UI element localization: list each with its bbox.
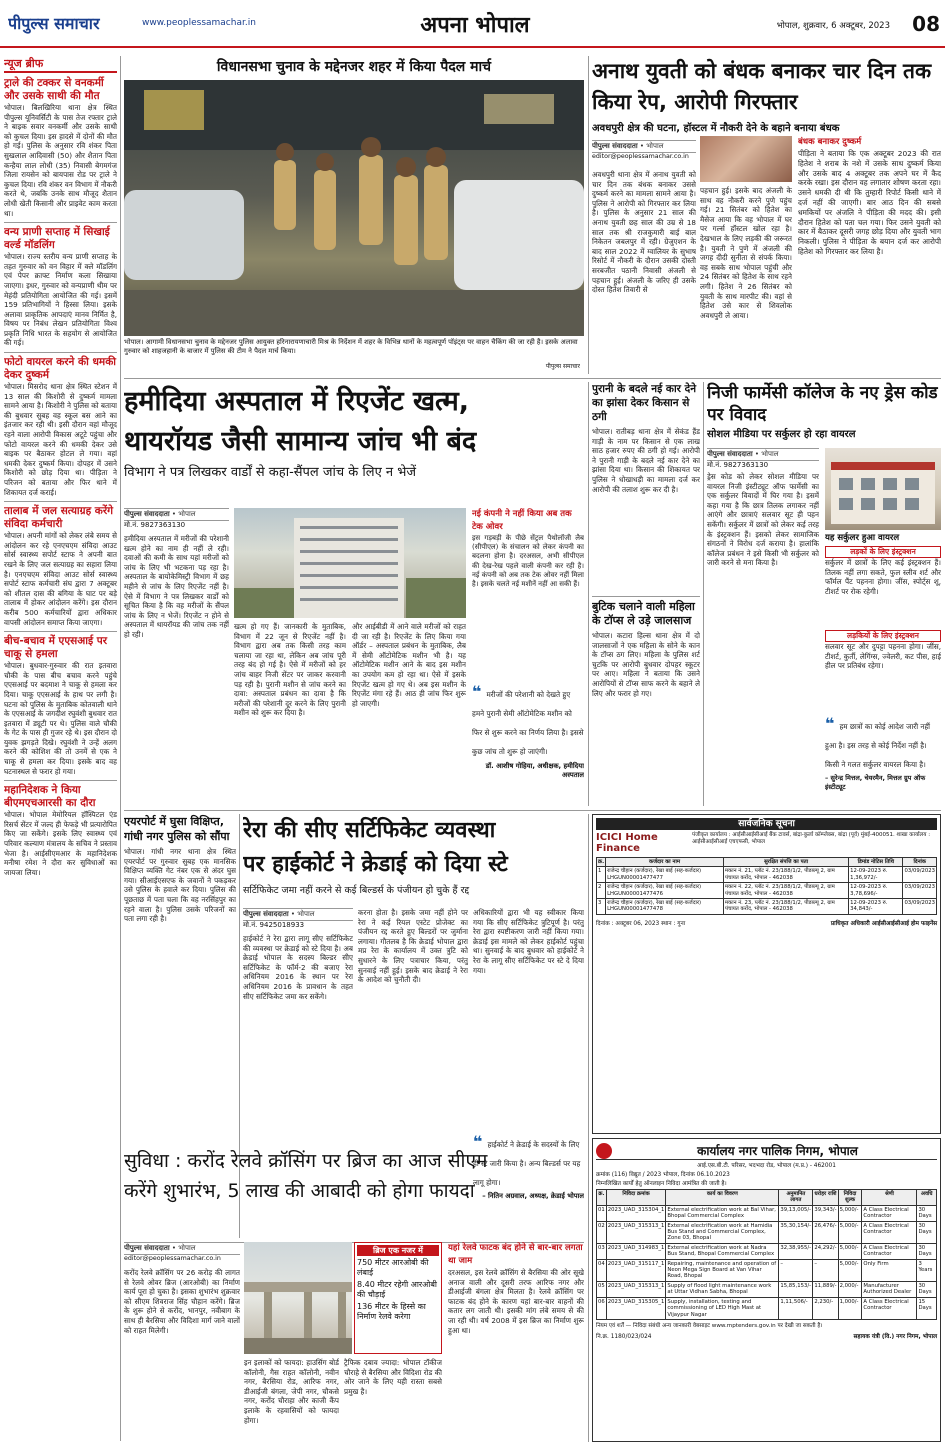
table-header: कार्य का विवरण: [666, 1190, 779, 1206]
boutique-story: [592, 596, 700, 806]
table-cell: A Class Electrical Contractor: [862, 1205, 917, 1221]
table-row: [597, 1259, 937, 1281]
hospital-story: [124, 382, 584, 806]
photo-credit: पीपुल्स समाचार: [545, 363, 580, 370]
table-header: डिमांड नोटिस तिथि: [849, 858, 903, 867]
table-row: [597, 867, 937, 883]
table-cell: 03/09/2023: [903, 867, 937, 883]
bridge-sidebar: [448, 1242, 584, 1442]
sidebar-headline: बंधक बनाकर दुष्कर्म: [798, 137, 862, 147]
byline-place: भोपाल: [297, 910, 315, 918]
byline-place: भोपाल: [178, 510, 196, 518]
brief-body: भोपाल। भोपाल मेमोरियल हॉस्पिटल एंड रिसर्च सेंटर में जल्द ही फेफड़े भी प्रत्यारोपित किए जा सकेंगे। इसके लिए स्वास्थ्य एवं परिवार कल्याण मंत्रालय के सचिव ने प्रस्ताव भेजा है। आईसीएमआर के महानिदेशक मनीषा रमेश ने दौरा कर सुविधाओं का जायजा लिया।: [4, 810, 117, 877]
table-cell: 06: [597, 1297, 607, 1319]
sidebar-headline: नई कंपनी ने नहीं किया अब तक टेक ओवर: [472, 509, 572, 532]
sidebar-body: दरअसल, इस रेलवे क्रॉसिंग से बैरसिया की ओर सूखे अनाज वाली और दूसरी तरफ आरिफ नगर और डीआईजी बंगला क्षेत्र मिलता है। रेलवे क्रॉसिंग पर फाटक बंद होने के कारण यहां बार-बार वाहनों की कतार लग जाती थी। इसकी मांग लंबे समय से की जा रही थी। वर्ष 2008 में इस ब्रिज का निर्माण शुरू हुआ था।: [448, 1268, 584, 1335]
info-headline: ब्रिज एक नजर में: [357, 1245, 439, 1256]
byline-mobile: मो.नं. 9827363130: [124, 521, 186, 529]
column-rule: [703, 382, 704, 806]
table-cell: 2023_UAD_314983_1: [606, 1243, 666, 1259]
table-cell: 2,230/-: [813, 1297, 838, 1319]
table-cell: 11,889/-: [813, 1281, 838, 1297]
tender-ad: [592, 1138, 941, 1442]
brief-item: [4, 501, 117, 627]
march-headline: विधानसभा चुनाव के मद्देनजर शहर में किया पैदल मार्च: [216, 59, 492, 75]
table-row: [597, 1205, 937, 1221]
table-cell: 04: [597, 1259, 607, 1281]
byline-name: पीपुल्स संवाददाता: [592, 142, 638, 150]
section-rule: [124, 378, 941, 379]
table-cell: राजेन्द्र चौहान (कर्जदार), रेखा बाई (सह-कर्जदार) LHGUN00001477476: [606, 883, 724, 899]
table-cell: Repairing, maintenance and operation of Neon Mega Sign Board at Van Vihar Road, Bhopal: [666, 1259, 779, 1281]
table-cell: 1: [597, 867, 606, 883]
building-image: [234, 508, 466, 618]
dateline: भोपाल, शुक्रवार, 6 अक्टूबर, 2023: [776, 21, 890, 31]
bridge-image: [244, 1242, 352, 1354]
public-notice-ad: [592, 814, 941, 1134]
quote-text: हम छात्रों का कोई आदेश जारी नहीं हुआ है। इस तरह से कोई निर्देश नहीं है। किसी ने गलत सर्कुलर वायरल किया है।: [825, 722, 931, 769]
table-cell: मकान नं. 22, प्लॉट नं. 23/188/1/2, पीडब्ल्यू 2, ग्राम पंचायत करोंद, भोपाल - 462038: [723, 883, 848, 899]
brief-body: भोपाल। राज्य स्तरीय वन्य प्राणी सप्ताह के तहत गुरुवार को वन विहार में क्ले मॉडलिंग एवं पेपर क्राफ्ट निर्माण कला सिखाया जाएगा। इधर, गुरुवार को वन्यप्राणी थीम पर मेहंदी प्रतियोगिता आयोजित की गई। इसमें 159 प्रतिभागियों ने हिस्सा लिया। इसके अलावा प्राकृतिक आपदाएं मानव निर्मित है, विषय पर निबंध लेखन प्रतियोगिता विश्व प्रकृति निधि भारत के सहयोग से आयोजित की गई।: [4, 252, 117, 348]
table-header: अनुमानित लागत: [779, 1190, 813, 1206]
table-cell: 5,000/-: [838, 1221, 862, 1243]
brief-item: [4, 77, 117, 218]
table-cell: 24,292/-: [813, 1243, 838, 1259]
sidebar-headline: यहां रेलवे फाटक बंद होने से बार-बार लगता था जाम: [448, 1243, 583, 1266]
info-item: 8.40 मीटर रहेगी आरओबी की चौड़ाई: [357, 1280, 437, 1299]
table-cell: राजेन्द्र चौहान (कर्जदार), रेखा बाई (सह-कर्जदार) LHGUN00001477478: [606, 899, 724, 915]
table-cell: 3 Years: [917, 1259, 937, 1281]
farmer-story: [592, 382, 700, 592]
table-cell: 5,000/-: [838, 1259, 862, 1281]
brief-item: [4, 631, 117, 776]
notice-footer: दिनांक : अक्टूबर 06, 2023 स्थान : गुना: [596, 920, 686, 927]
paper-logo: पीपुल्स समाचार: [8, 14, 100, 33]
table-cell: 15,85,153/-: [779, 1281, 813, 1297]
bridge-body-col3: ट्रैफिक दबाव ज्यादा: भोपाल टॉकीज चौराहे से बैरसिया और विदिशा रोड की ओर जाने के लिए यही रास्ता सबसे प्रमुख है।: [344, 1358, 442, 1396]
table-header: दिनांक: [903, 858, 937, 867]
brief-body: भोपाल। बुधवार-गुरुवार की रात इतवारा चौकी के पास बीच बचाव करने पहुंचे एएसआई पर बदमाश ने चाकू से हमला कर दिया। चाकू एएसआई के हाथ पर लगी है। घटना को पुलिस के मुताबिक कोतवाली थाने के एएसआई के जगदीश रघुवंशी बुधवार रात इतवारा में ड्यूटी पर थे। पुलिस वाले चौकी के गेट के पास ही गुजर रहे थे। इस दौरान दो युवक झगड़ते दिखे। रघुवंशी ने उन्हें अलग करने की कोशिश की तो उनमें से एक ने चाकू से हमला कर दिया। इसके बाद वह घटनास्थल से फरार हो गया।: [4, 661, 117, 776]
airport-headline: एयरपोर्ट में घुसा विक्षिप्त, गांधी नगर पुलिस को सौंपा: [124, 815, 230, 843]
byline-name: पीपुल्स संवाददाता: [124, 510, 170, 518]
bridge-headline-2: करेंगे शुभारंभ, 5 लाख की आबादी को होगा फायदा: [124, 1180, 475, 1202]
march-caption: भोपाल। आगामी विधानसभा चुनाव के मद्देनजर पुलिस आयुक्त हरिनारायणाचारी मिश्र के निर्देशन में शहर के विभिन्न थानों के महत्वपूर्ण पॉइंट्स पर वाहन चैकिंग की जा रही है। इसके अलावा गुरुवार को शाहजहानी के बाजार में पुलिस की टीम ने पैदल मार्च किया।: [124, 338, 584, 372]
tender-title: कार्यालय नगर पालिक निगम, भोपाल: [697, 1144, 858, 1158]
hospital-subhead: विभाग ने पत्र लिखकर वार्डों से कहा-सैंपल जांच के लिए न भेजें: [124, 465, 417, 480]
column-rule: [588, 382, 589, 806]
table-cell: 12-09-2023 रु. 34,843/-: [849, 899, 903, 915]
byline-name: पीपुल्स संवाददाता: [707, 450, 753, 458]
table-row: [597, 899, 937, 915]
table-cell: –: [779, 1259, 813, 1281]
icici-logo: ICICI Home Finance: [596, 832, 658, 854]
section-rule: [124, 810, 941, 811]
hospital-sidebar: [472, 508, 584, 680]
table-cell: 03/09/2023: [903, 899, 937, 915]
rera-body-col3: अधिकारियों द्वारा भी यह स्वीकार किया गया कि सीए सर्टिफिकेट त्रुटिपूर्ण है। परंतु रेरा द्वारा स्पष्टीकरण जारी नहीं किया गया। क्रेडाई इस मामले को लेकर हाईकोर्ट पहुंचा था। सुनवाई के बाद बुधवार को हाईकोर्ट ने रेरा के लागू सीए सर्टिफिकेट पर स्टे दे दिया गया।: [473, 908, 584, 975]
rera-headline-2: पर हाईकोर्ट ने क्रेडाई को दिया स्टे: [243, 852, 508, 877]
table-cell: 2023_UAD_315305_1: [606, 1297, 666, 1319]
brief-item: [4, 780, 117, 877]
notice-intro: पंजीकृत कार्यालय : आईसीआईसीआई बैंक टावर्स, बांद्रा-कुर्ला कॉम्प्लेक्स, बांद्रा (पूर्व) मुंबई-400051. शाखा कार्यालय : आईसीआईसीआई एचएफसी, भोपाल: [692, 832, 931, 845]
table-cell: मकान नं. 21, प्लॉट नं. 23/188/1/2, पीडब्ल्यू 2, ग्राम पंचायत करोंद, भोपाल - 462038: [723, 867, 848, 883]
police-march-image: [124, 80, 584, 336]
hospital-headline-2: थायरॉयड जैसी सामान्य जांच भी बंद: [124, 426, 477, 457]
bridge-info-box: [354, 1242, 442, 1354]
byline-mobile: मो.नं. 9827363130: [707, 461, 769, 469]
hospital-body-col2: खत्म हो गए हैं। जानकारी के मुताबिक, विभाग में 22 जून से रिएजेंट नहीं है। विभाग द्वारा अब तक किसी तरह काम चलाया जा रहा था, लेकिन अब जांच पूरी तरह बंद हो गई है। ऐसे में मरीजों को हर जांच बाहर निजी सेंटर पर जाकर करवानी पड़ रही है। पुरानी मशीन से जांच करने का दावा: अस्पताल प्रबंधन का दावा है कि मरीजों की परेशानी दूर करने के लिए पुरानी मशीन को शुरू कर दिया है।: [234, 622, 346, 718]
girls-instructions-box: [825, 630, 941, 710]
table-cell: A Class Electrical Contractor: [862, 1243, 917, 1259]
table-cell: राजेन्द्र चौहान (कर्जदार), रेखा बाई (सह-कर्जदार) LHGUN00001477477: [606, 867, 724, 883]
column-rule: [588, 56, 589, 374]
table-cell: 2023_UAD_315304_1: [606, 1205, 666, 1221]
quote-attribution: – नितिन अग्रवाल, अध्यक्ष, क्रेडाई भोपाल: [482, 1192, 584, 1200]
dress-headline: निजी फार्मेसी कॉलेज के नए ड्रेस कोड पर विवाद: [707, 383, 938, 425]
boys-instructions-box: [825, 546, 941, 626]
dress-subhead: सोशल मीडिया पर सर्कुलर हो रहा वायरल: [707, 429, 856, 440]
hospital-body-col3: और आईबीडी में आने वाले मरीजों को राहत दी जा रही है। रिएजेंट के लिए किया गया ऑर्डर – अस्पताल प्रबंधन के मुताबिक, लैब में सेमी ऑटोमेटिक मशीन भी है। यह ऑटोमेटिक मशीन आने के बाद इस मशीन का उपयोग कम हो रहा था। ऐसे में इसके रिएजेंट खत्म हो गए थे। अब इस मशीन के रिएजेंट मंगा रहे हैं। आठ ही जांच फिर शुरू हो जाएगी।: [352, 622, 466, 708]
hospital-body-col1: हमीदिया अस्पताल में मरीजों की परेशानी खत्म होने का नाम ही नहीं ले रही। दवाओं की कमी के साथ यहां मरीजों को जांच के लिए भी भटकना पड़ रहा है। अस्पताल के बायोकेमिस्ट्री विभाग में छह महीने से जांच के लिए रिएजेंट नहीं है। ऐसे में विभाग ने पत्र लिखकर वार्डों को सूचित किया है कि वह मरीजों के सैंपल जांच के लिए न भेजें। रिएजेंट न होने से अस्पताल में थायरॉयड की जांच तक नहीं हो रही।: [124, 534, 229, 639]
byline-name: पीपुल्स संवाददाता: [124, 1244, 170, 1252]
byline-mobile: मो.नं. 9425018933: [243, 921, 305, 929]
circular-photo: [825, 448, 941, 530]
table-cell: A Class Electrical Contractor: [862, 1297, 917, 1319]
table-cell: 15 Days: [917, 1297, 937, 1319]
tender-ref-2: नि.क्र. 1180/023/024: [596, 1333, 652, 1340]
table-cell: 2023_UAD_315313_1: [606, 1281, 666, 1297]
news-brief-column: [4, 56, 117, 1441]
website-url: www.peoplessamachar.in: [142, 18, 256, 28]
table-cell: 1,11,506/-: [779, 1297, 813, 1319]
table-cell: 2023_UAD_315117_1: [606, 1259, 666, 1281]
table-cell: 2,000/-: [838, 1281, 862, 1297]
brief-item: [4, 222, 117, 348]
bridge-body-col1: करोंद रेलवे क्रॉसिंग पर 26 करोड़ की लागत से रेलवे ओवर ब्रिज (आरओबी) का निर्माण कार्य पूरा हो चुका है। इसका शुभारंभ शुक्रवार को सीएम शिवराज सिंह चौहान करेंगे। ब्रिज के शुरू होने से करोंद, भानपुर, नवीबाग के साथ ही बैरसिया और विदिशा मार्ग जाने वालों को राहत मिलेगी।: [124, 1268, 240, 1335]
brief-headline: वन्य प्राणी सप्ताह में सिखाई वर्ल्ड मॉडलिंग: [4, 226, 110, 252]
nagar-nigam-emblem-icon: [596, 1143, 612, 1159]
brief-headline: तालाब में जल सत्याग्रह करेंगे संविदा कर्मचारी: [4, 505, 114, 531]
table-cell: 12-09-2023 रु. 3,78,696/-: [849, 883, 903, 899]
table-row: [597, 1281, 937, 1297]
rera-body-col2: करना होता है। इसके जमा नहीं होने पर रेरा ने कई रियल एस्टेट प्रोजेक्ट का पंजीयन रद्द करते हुए बिल्डरों पर जुर्माना लगाया। गौतलब है कि क्रेडाई भोपाल द्वारा मप्र रेरा के कार्यालय में उक्त त्रुटि को सुधारने के लिए पत्राचार किया, परंतु सुनवाई नहीं हुई। इसके बाद क्रेडाई ने रेरा के आदेश को चुनौती दी।: [358, 908, 468, 985]
table-cell: 03/09/2023: [903, 883, 937, 899]
byline-email: editor@peoplessamachar.co.in: [592, 153, 689, 160]
table-row: [597, 1243, 937, 1259]
table-header: निविदा शुल्क: [838, 1190, 862, 1206]
table-cell: 12-09-2023 रु. 1,36,972/-: [849, 867, 903, 883]
byline-place: भोपाल: [646, 142, 664, 150]
table-cell: 2: [597, 883, 606, 899]
lead-body-col1: अवधपुरी थाना क्षेत्र में अनाथ युवती को चार दिन तक बंधक बनाकर उससे दुष्कर्म करने का मामला सामने आया है। पुलिस ने आरोपी को गिरफ्तार कर लिया है। पुलिस के अनुसार 21 साल की अनाथ युवती छह साल की उम्र से 18 साल तक श्री राजकुमारी बाई बाल निकेतन जबलपुर में रही। ग्रेजुएशन के बाद साल 2022 में ग्वालियर के सुभाष रिसोर्ट में नौकरी के दौरान उसकी दोस्ती सरबजीत पठानी निवासी अंजली से पहचान हुई। अंजली के जरिए ही उसके दोस्त हितेश तिवारी से: [592, 170, 696, 295]
bridge-story: [124, 1146, 584, 1442]
notice-title: सार्वजनिक सूचना: [596, 818, 937, 830]
brief-body: भोपाल। बिलखिरिया थाना क्षेत्र स्थित पीपुल्स यूनिवर्सिटी के पास तेज रफ्तार ट्राले ने बाइक सवार वनकर्मी और उसके साथी को कुचल दिया। इस हादसे में दोनों की मौत हो गई। पुलिस के अनुसार रवि शंकर पिता सुखलाल आदिवासी (50) और शैतान पिता कन्हैया लाल लोधी (35) निवासी बेगमगंज जिला रायसेन को बायपास रोड पर ट्राले ने कुचल दिया। रवि शंकर वन विभाग में नौकरी करते थे, जबकि उनके साथ मौजूद शैतान लोधी खेती किसानी और प्राइवेट काम करता था।: [4, 103, 117, 218]
dress-body: ड्रेस कोड को लेकर सोशल मीडिया पर वायरल निजी इंस्टीट्यूट ऑफ फार्मेसी का एक सर्कुलर विवादों में घिर गया है। इसमें कहा गया है कि छात्र तिलक लगाकर नहीं आएंगे और छात्राएं सलवार सूट ही पहन सकेंगी। सर्कुलर में छात्रों को लेकर कई तरह के इंस्ट्रक्शन हैं। इसको लेकर सामाजिक संगठनों ने विरोध दर्ज कराया है। हालांकि कॉलेज प्रबंधन ने इसे किसी भी सर्कुलर को जारी करने से मना किया है।: [707, 472, 819, 568]
tender-intro: निम्नलिखित कार्यों हेतु ऑनलाइन निविदा आमंत्रित की जाती है।: [596, 1181, 727, 1187]
masthead: [0, 0, 945, 48]
bridge-body-col2: इन इलाकों को फायदा: हाउसिंग बोर्ड कॉलोनी, गैस राहत कॉलोनी, नवीन नगर, बैरसिया रोड, आरिफ नगर, डीआईजी बंगला, जेपी नगर, चौकसे नगर, करोंद चौराहा और काजी कैंप इलाके के रहवासियों को फायदा होगा।: [244, 1358, 339, 1425]
table-cell: 2023_UAD_315313_1: [606, 1221, 666, 1243]
hands-image: [700, 136, 792, 182]
table-header: क्र.: [597, 1190, 607, 1206]
table-header: अवधि: [917, 1190, 937, 1206]
table-cell: 03: [597, 1243, 607, 1259]
brief-body: भोपाल। मिसरोद थाना क्षेत्र स्थित स्टेशन में 13 साल की किशोरी से दुष्कर्म मामला सामने आया है। किशोरी ने पुलिस को बताया की बुधवार सुबह वह स्कूल बस आने का इंतजार कर रही थी। इसी दौरान वहां मौजूद रहने वाला आरोपी विकास अटूटे पहुंचा और फोटो वायरल करने की धमकी देकर उसे बाइक पर बैठाकर होटल ले गया। वहां धमकी देकर दुष्कर्म किया। दोपहर में उसने किशोरी को छोड़ दिया था। पीड़िता ने परिजन को बताया और फिर थाने में शिकायत दर्ज कराई।: [4, 382, 117, 497]
table-cell: External electrification work at Bal Vihar, Bhopal Commercial Complex: [666, 1205, 779, 1221]
brief-body: भोपाल। अपनी मांगों को लेकर लंबे समय से आंदोलन कर रहे एनएचएम संविदा आउट सोर्स स्वास्थ्य सपोर्ट स्टाफ ने अपनी बात रखने के लिए जल सत्याग्रह का सहारा लिया है। एनएचएम संविदा आउट सोर्स स्वास्थ्य सपोर्ट स्टाफ कर्मचारी संघ द्वारा 7 अक्टूबर को शीतल दास की बगिया के घाट पर बड़े तालाब में होकर आंदोलन करेंगे। इस दौरान करीब 500 कर्मचारियों द्वारा अधिकार वापसी आंदोलन समाप्त किया जाएगा।: [4, 531, 117, 627]
section-title: अपना भोपाल: [420, 13, 530, 38]
hospital-building-photo: [234, 508, 466, 618]
boutique-body: भोपाल। कटारा हिल्स थाना क्षेत्र में दो जालसाजों ने एक महिला के सोने के कान के टॉप्स ठग लिए। महिला के पुलिस शर्ट चुटकि पर आरोपी बुधवार दोपहर स्कूटर पर आए। महिला ने बताया कि उसने आरोपियों से टॉप्स साफ करने के बहाने ले लिए और फरार हो गए।: [592, 631, 700, 698]
sidebar-body: इस गड़बड़ी के पीछे सेंट्रल पैथोलॉजी लैब (सीपीएल) के संचालन को लेकर कंपनी का बदलना होना है। दरअसल, अभी सीपीएल की देख-रेख पहले वाली कंपनी कर रही है। नई कंपनी को अब तक टेक ओवर नहीं मिला है। इसके चलते नई मशीनें नहीं आ सकी हैं।: [472, 534, 584, 589]
box-headline: लड़कों के लिए इंस्ट्रक्शन: [825, 546, 941, 558]
quote-attribution: डॉ. आशीष गोहिया, अधीक्षक, हमीदिया अस्पताल: [485, 762, 584, 779]
table-cell: –: [813, 1259, 838, 1281]
brief-headline: बीच-बचाव में एएसआई पर चाकू से हमला: [4, 635, 108, 661]
brief-item: [4, 352, 117, 497]
bridge-headline-1: सुविधा : करोंद रेलवे क्रॉसिंग पर ब्रिज का आज सीएम: [124, 1150, 488, 1172]
table-cell: मकान नं. 23, प्लॉट नं. 23/188/1/2, पीडब्ल्यू 2, ग्राम पंचायत करोंद, भोपाल - 462038: [723, 899, 848, 915]
table-cell: 30 Days: [917, 1221, 937, 1243]
table-cell: Manufacturer Authorized Dealer: [862, 1281, 917, 1297]
table-cell: External electrification work at Nadra Bus Stand, Bhopal Commercial Complex: [666, 1243, 779, 1259]
tender-signature: सहायक यंत्री (वि.) नगर निगम, भोपाल: [853, 1333, 937, 1340]
table-cell: 5,000/-: [838, 1205, 862, 1221]
march-photo: [124, 80, 584, 336]
byline-name: पीपुल्स संवाददाता: [243, 910, 289, 918]
table-cell: 5,000/-: [838, 1243, 862, 1259]
lead-subhead: अवधपुरी क्षेत्र की घटना, हॉस्टल में नौकरी देने के बहाने बनाया बंधक: [592, 123, 840, 134]
lead-body-col2: पहचान हुई। इसके बाद अंजली के साथ वह नौकरी करने पुणे पहुंच गई। 21 सितंबर को हितेश का मैसेज आया कि वह भोपाल में घर पर गर्ल्स हॉस्टल खोल रहा है। देखभाल के लिए लड़की की जरूरत है। युवती ने पुणे में अंजली की जगह दीदी सुनीता से संपर्क किया। वह सबके साथ भोपाल पहुंची और 24 सितंबर को हितेश के साथ रहने लगी। हितेश ने 26 सितंबर को युवती के साथ मारपीट की। वहां से हितेश उसे कार से शिवलोक अवधपुरी ले आया।: [700, 186, 792, 320]
table-cell: 02: [597, 1221, 607, 1243]
byline-place: भोपाल: [761, 450, 779, 458]
rera-byline: पीपुल्स संवाददाता • भोपाल मो.नं. 9425018933: [243, 908, 353, 930]
circular-caption: यह सर्कुलर हुआ वायरल: [825, 533, 900, 543]
quote-icon: ❝: [473, 1132, 483, 1151]
table-cell: 30 Days: [917, 1281, 937, 1297]
table-header: निविदा क्रमांक: [606, 1190, 666, 1206]
bridge-byline: पीपुल्स संवाददाता • भोपाल editor@peoplessamachar.co.in: [124, 1242, 240, 1266]
column-rule: [120, 56, 121, 1441]
column-rule: [588, 814, 589, 1442]
table-cell: 01: [597, 1205, 607, 1221]
airport-body: भोपाल। गांधी नगर थाना क्षेत्र स्थित एयरपोर्ट पर गुरुवार सुबह एक मानसिक विक्षिप्त व्यक्ति गेट नंबर एक से अंदर घुस गया। सीआईएसएफ के जवानों ने पकड़कर उसे पुलिस के हवाले कर दिया। पुलिस की पूछताछ में पता चला कि वह नरसिंहपुर का रहने वाला है। पुलिस उसके परिजनों का पता लगा रही है।: [124, 847, 236, 924]
farmer-headline: पुरानी के बदले नई कार देने का झांसा देकर किसान से ठगी: [592, 383, 697, 423]
table-header: श्रेणी: [862, 1190, 917, 1206]
sidebar-body: पीड़िता ने बताया कि एक अक्टूबर 2023 की रात हितेश ने शराब के नशे में उसके साथ दुष्कर्म किया और उसके बाद 4 अक्टूबर तक अपने घर में कैद करके रखा। इस दौरान वह लगातार शोषण करता रहा। उसने धमकी दी थी कि तुम्हारी रिपोर्ट किसी थाने में दर्ज नहीं की जाएगी। बार आठ दिन की सबसे धमकियों पर अंजलि ने पीड़िता की मदद की। इसी दौरान हितेश को पता चल गया। फिर उसने युवती को कार में बैठाकर दूसरी जगह छोड़ दिया और युवती भाग निकली। पुलिस ने पीड़िता के बयान दर्ज कर आरोपी हितेश को गिरफ्तार कर लिया है।: [798, 149, 941, 256]
page-number: 08: [912, 12, 940, 36]
byline-email: editor@peoplessamachar.co.in: [124, 1255, 221, 1262]
dress-code-story: [707, 382, 941, 806]
rera-headline-1: रेरा की सीए सर्टिफिकेट व्यवस्था: [243, 818, 496, 843]
table-row: [597, 883, 937, 899]
notice-table: [596, 857, 937, 915]
info-item: 750 मीटर आरओबी की लंबाई: [357, 1258, 429, 1277]
table-row: [597, 1221, 937, 1243]
lead-photo: [700, 136, 792, 182]
table-header: क्र.: [598, 859, 605, 865]
table-header: कर्जदार का नाम: [606, 858, 724, 867]
box-headline: लड़कियों के लिए इंस्ट्रक्शन: [825, 630, 941, 642]
lead-byline: पीपुल्स संवाददाता • भोपाल editor@peoplessamachar.co.in: [592, 140, 696, 166]
table-cell: External electrification work at Hamidia Bus Stand and Commercial Complex, Zone 03, Bhopal: [666, 1221, 779, 1243]
table-cell: 39,13,005/-: [779, 1205, 813, 1221]
quote-text: मरीजों की परेशानी को देखते हुए हमने पुरानी सेमी ऑटोमेटिक मशीन को फिर से शुरू करने का निर्णय लिया है। इससे कुछ जांच तो शुरू हो जाएंगी।: [472, 690, 584, 756]
dress-byline: पीपुल्स संवाददाता • भोपाल मो.नं. 9827363130: [707, 448, 819, 470]
hospital-headline-1: हमीदिया अस्पताल में रिएजेंट खत्म,: [124, 386, 470, 417]
table-cell: 1,000/-: [838, 1297, 862, 1319]
table-cell: 30 Days: [917, 1205, 937, 1221]
quote-icon: ❝: [472, 682, 482, 701]
news-brief-label: न्यूज ब्रीफ: [4, 56, 117, 73]
bridge-photo: [244, 1242, 352, 1354]
quote-attribution: – सुरेन्द्र मित्तल, चेयरमैन, मित्तल ग्रुप ऑफ इंस्टीट्यूट: [825, 774, 926, 791]
brief-headline: ट्राले की टक्कर से वनकर्मी और उसके साथी की मौत: [4, 77, 104, 102]
quote-icon: ❝: [825, 714, 835, 733]
table-cell: 32,38,955/-: [779, 1243, 813, 1259]
table-cell: 3: [597, 899, 606, 915]
dress-quote: [825, 714, 941, 806]
lead-story: [592, 56, 941, 374]
table-cell: 05: [597, 1281, 607, 1297]
march-story: [124, 56, 584, 374]
table-cell: Supply of flood light maintenance work at Uttar Vidhan Sabha, Bhopal: [666, 1281, 779, 1297]
table-cell: 30 Days: [917, 1243, 937, 1259]
brief-headline: फोटो वायरल करने की धमकी देकर दुष्कर्म: [4, 356, 116, 382]
brief-headline: महानिदेशक ने किया बीएमएचआरसी का दौरा: [4, 784, 96, 810]
table-row: [597, 1297, 937, 1319]
lead-headline: अनाथ युवती को बंधक बनाकर चार दिन तक किया रेप, आरोपी गिरफ्तार: [592, 59, 932, 114]
table-header: सुरक्षित संपत्ति का पता: [723, 858, 848, 867]
table-cell: 39,343/-: [813, 1205, 838, 1221]
box-body: सर्कुलर में छात्रों के लिए कई इंस्ट्रक्शन हैं। तिलक नहीं लगा सकते, फुल स्लीव शर्ट और फॉर्मल पैंट पहनना होगा। जींस, स्पोर्ट्स शू, टीशर्ट पर रोक रहेगी।: [825, 558, 941, 596]
quote-text: हाईकोर्ट ने क्रेडाई के सदस्यों के लिए ही स्टे जारी किया है। अन्य बिल्डर्स पर यह लागू होगा।: [473, 1140, 581, 1187]
notice-signature: प्राधिकृत अधिकारी आईसीआईसीआई होम फाइनेंस: [830, 920, 937, 927]
box-body: सलवार सूट और दुपट्टा पहनना होगा। जींस, टीशर्ट, कुर्ती, लेगिंग्स, ज्वेलरी, कट पीस, हाई हील पर प्रतिबंध रहेगा।: [825, 642, 941, 671]
farmer-body: भोपाल। रातीबड़ थाना क्षेत्र में सेकंड हैंड गाड़ी के नाम पर किसान से एक लाख साठ हजार रुपए की ठगी हो गई। आरोपी ने पुरानी गाड़ी के बदले नई कार देने का झांसा दिया था। किसान की शिकायत पर पुलिस ने धोखाधड़ी का मामला दर्ज कर आरोपी की तलाश शुरू कर दी है।: [592, 427, 700, 494]
tender-footer: नियम एवं शर्तें — निविदा संबंधी अन्य जानकारी वेबसाइट www.mptenders.gov.in पर देखी जा सकती है।: [596, 1322, 823, 1329]
college-building-image: [825, 448, 941, 530]
rera-body-col1: हाईकोर्ट ने रेरा द्वारा लागू सीए सर्टिफिकेट की व्यवस्था पर क्रेडाई को स्टे दिया है। अब क्रेडाई भोपाल के सदस्य बिल्डर सीए सर्टिफिकेट के फॉर्म-2 की बजाए रेरा अधिनियम 2016 के स्थान पर रेरा अधिनियम 2016 के प्रावधान के तहत सीए सर्टिफिकेट जमा कर सकेंगे।: [243, 934, 353, 1001]
table-cell: A Class Electrical Contractor: [862, 1221, 917, 1243]
tender-table: [596, 1189, 937, 1320]
tender-subtitle: आई.एस.बी.टी. परिसर, भदभदा रोड, भोपाल (म.प्र.) - 462001: [697, 1163, 836, 1169]
lead-sidebar: [798, 136, 941, 370]
info-item: 136 मीटर के हिस्से का निर्माण रेलवे करेगा: [357, 1302, 426, 1321]
byline-place: भोपाल: [178, 1244, 196, 1252]
hospital-byline: पीपुल्स संवाददाता • भोपाल मो.नं. 9827363130: [124, 508, 229, 532]
table-header: धरोहर राशि: [813, 1190, 838, 1206]
table-cell: Supply, installation, testing and commissioning of LED High Mast at Vijaypur Nagar: [666, 1297, 779, 1319]
hospital-quote: [472, 682, 584, 806]
table-cell: 26,476/-: [813, 1221, 838, 1243]
boutique-headline: बुटिक चलाने वाली महिला के टॉप्स ले उड़े जालसाज: [592, 600, 695, 627]
table-cell: Only Firm: [862, 1259, 917, 1281]
rera-subhead: सर्टिफिकेट जमा नहीं करने से कई बिल्डर्स के पंजीयन हो चुके हैं रद्द: [243, 885, 470, 896]
table-cell: 35,30,154/-: [779, 1221, 813, 1243]
tender-ref: क्रमांक (116) विद्युत / 2023 भोपाल, दिनांक 06.10.2023: [596, 1172, 730, 1178]
